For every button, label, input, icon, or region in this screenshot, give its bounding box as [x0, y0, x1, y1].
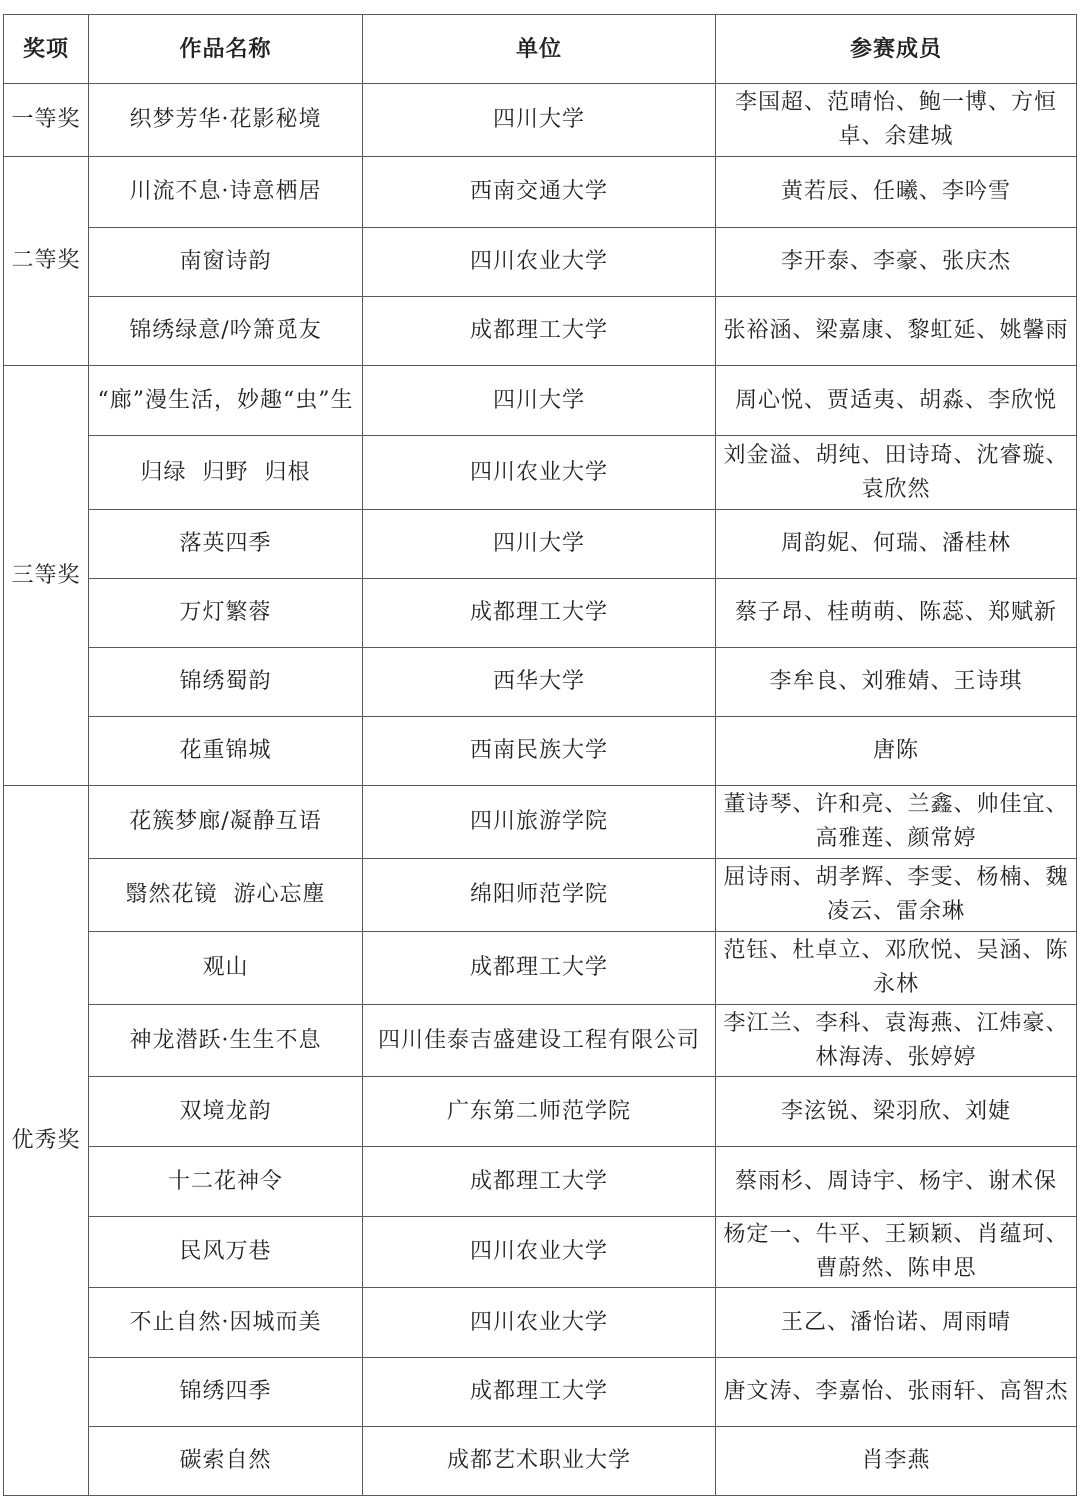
- work-name-cell: 双境龙韵: [89, 1077, 363, 1147]
- unit-cell: 四川佳泰吉盛建设工程有限公司: [363, 1005, 716, 1077]
- members-cell: 周心悦、贾适夷、胡淼、李欣悦: [716, 366, 1077, 436]
- unit-cell: 成都艺术职业大学: [363, 1427, 716, 1496]
- members-cell: 唐陈: [716, 717, 1077, 786]
- work-name-cell: 落英四季: [89, 510, 363, 579]
- work-name-cell: 花重锦城: [89, 717, 363, 786]
- members-cell: 唐文涛、李嘉怡、张雨轩、高智杰: [716, 1358, 1077, 1427]
- work-name-cell: 南窗诗韵: [89, 228, 363, 297]
- unit-cell: 四川农业大学: [363, 228, 716, 297]
- members-cell: 周韵妮、何瑞、潘桂林: [716, 510, 1077, 579]
- header-prize: 奖项: [4, 15, 89, 84]
- table-row: [4, 1005, 1077, 1077]
- work-name-cell: 锦绣蜀韵: [89, 648, 363, 717]
- table-row: [4, 436, 1077, 510]
- table-row: [4, 1288, 1077, 1358]
- unit-cell: 四川农业大学: [363, 1217, 716, 1288]
- unit-cell: 四川大学: [363, 84, 716, 157]
- table-row: [4, 84, 1077, 157]
- work-name-cell: 织梦芳华·花影秘境: [89, 84, 363, 157]
- unit-cell: 成都理工大学: [363, 579, 716, 648]
- table-row: [4, 510, 1077, 579]
- unit-cell: 西南民族大学: [363, 717, 716, 786]
- unit-cell: 西华大学: [363, 648, 716, 717]
- members-cell: 屈诗雨、胡孝辉、李雯、杨楠、魏凌云、雷余琳: [716, 859, 1077, 932]
- header-unit: 单位: [363, 15, 716, 84]
- unit-cell: 四川农业大学: [363, 436, 716, 510]
- prize-cell: 三等奖: [4, 366, 89, 786]
- awards-table: [3, 14, 1077, 1496]
- work-name-cell: 观山: [89, 932, 363, 1005]
- work-name-cell: 神龙潜跃·生生不息: [89, 1005, 363, 1077]
- work-name-cell: 锦绣四季: [89, 1358, 363, 1427]
- table-row: [4, 366, 1077, 436]
- members-cell: 董诗琴、许和亮、兰鑫、帅佳宜、高雅莲、颜常婷: [716, 786, 1077, 859]
- members-cell: 李开泰、李豪、张庆杰: [716, 228, 1077, 297]
- table-row: [4, 579, 1077, 648]
- unit-cell: 绵阳师范学院: [363, 859, 716, 932]
- members-cell: 张裕涵、梁嘉康、黎虹延、姚馨雨: [716, 297, 1077, 366]
- table-row: [4, 717, 1077, 786]
- table-row: [4, 157, 1077, 228]
- members-cell: 蔡雨杉、周诗宇、杨宇、谢术保: [716, 1147, 1077, 1217]
- table-row: [4, 1077, 1077, 1147]
- header-work: 作品名称: [89, 15, 363, 84]
- work-name-cell: 碳索自然: [89, 1427, 363, 1496]
- unit-cell: 四川农业大学: [363, 1288, 716, 1358]
- table-row: [4, 1427, 1077, 1496]
- unit-cell: 成都理工大学: [363, 297, 716, 366]
- work-name-cell: “廊”漫生活，妙趣“虫”生: [89, 366, 363, 436]
- work-name-cell: 十二花神令: [89, 1147, 363, 1217]
- work-name-cell: 不止自然·因城而美: [89, 1288, 363, 1358]
- table-row: [4, 1358, 1077, 1427]
- table-row: [4, 859, 1077, 932]
- unit-cell: 成都理工大学: [363, 932, 716, 1005]
- members-cell: 黄若辰、任曦、李吟雪: [716, 157, 1077, 228]
- members-cell: 刘金溢、胡纯、田诗琦、沈睿璇、袁欣然: [716, 436, 1077, 510]
- table-row: [4, 228, 1077, 297]
- prize-cell: 优秀奖: [4, 786, 89, 1496]
- members-cell: 范钰、杜卓立、邓欣悦、吴涵、陈永林: [716, 932, 1077, 1005]
- members-cell: 蔡子昂、桂萌萌、陈蕊、郑赋新: [716, 579, 1077, 648]
- unit-cell: 四川大学: [363, 366, 716, 436]
- awards-table-body: [4, 15, 1077, 1496]
- work-name-cell: 川流不息·诗意栖居: [89, 157, 363, 228]
- table-row: [4, 1217, 1077, 1288]
- header-row: [4, 15, 1077, 84]
- header-members: 参赛成员: [716, 15, 1077, 84]
- unit-cell: 广东第二师范学院: [363, 1077, 716, 1147]
- work-name-cell: 锦绣绿意/吟箫觅友: [89, 297, 363, 366]
- unit-cell: 成都理工大学: [363, 1358, 716, 1427]
- table-row: [4, 932, 1077, 1005]
- members-cell: 李牟良、刘雅婧、王诗琪: [716, 648, 1077, 717]
- unit-cell: 西南交通大学: [363, 157, 716, 228]
- work-name-cell: 归绿 归野 归根: [89, 436, 363, 510]
- members-cell: 杨定一、牛平、王颖颖、肖蕴珂、曹蔚然、陈申思: [716, 1217, 1077, 1288]
- work-name-cell: 民风万巷: [89, 1217, 363, 1288]
- unit-cell: 四川旅游学院: [363, 786, 716, 859]
- table-row: [4, 1147, 1077, 1217]
- table-row: [4, 786, 1077, 859]
- members-cell: 肖李燕: [716, 1427, 1077, 1496]
- members-cell: 李泫锐、梁羽欣、刘婕: [716, 1077, 1077, 1147]
- work-name-cell: 翳然花镜 游心忘塵: [89, 859, 363, 932]
- members-cell: 李国超、范晴怡、鲍一博、方恒卓、余建城: [716, 84, 1077, 157]
- prize-cell: 二等奖: [4, 157, 89, 366]
- table-row: [4, 648, 1077, 717]
- work-name-cell: 花簇梦廊/凝静互语: [89, 786, 363, 859]
- prize-cell: 一等奖: [4, 84, 89, 157]
- members-cell: 王乙、潘怡诺、周雨晴: [716, 1288, 1077, 1358]
- unit-cell: 四川大学: [363, 510, 716, 579]
- unit-cell: 成都理工大学: [363, 1147, 716, 1217]
- table-row: [4, 297, 1077, 366]
- members-cell: 李江兰、李科、袁海燕、江炜豪、林海涛、张婷婷: [716, 1005, 1077, 1077]
- work-name-cell: 万灯繁蓉: [89, 579, 363, 648]
